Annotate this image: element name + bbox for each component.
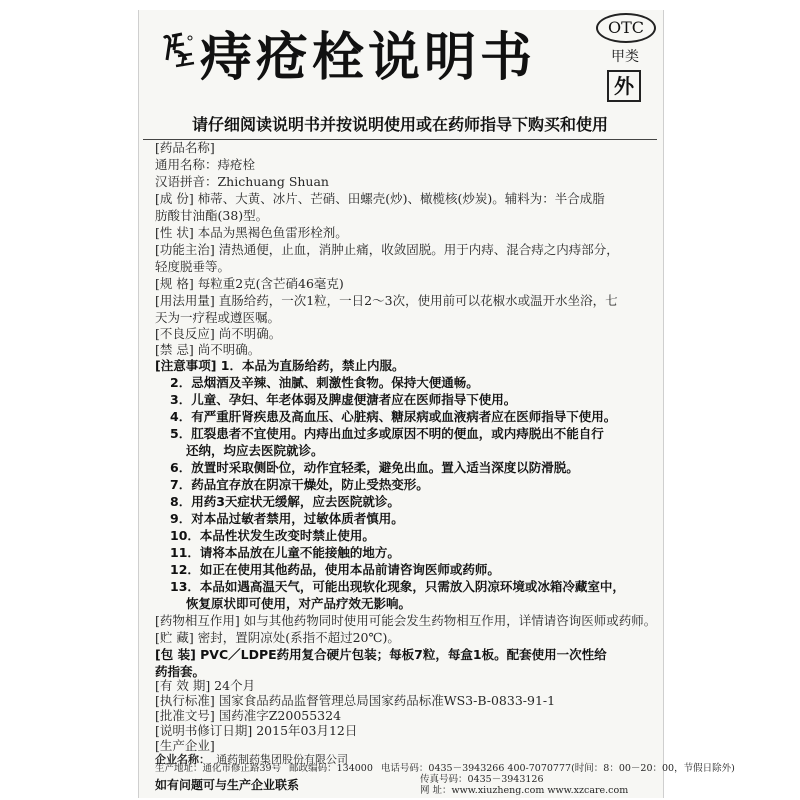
company-address-label: 生产地址：: [155, 763, 203, 774]
precaution-item: 3．儿童、孕妇、年老体弱及脾虚便溏者应在医师指导下使用。: [170, 392, 517, 407]
company-name: 通药制药集团股份有限公司: [216, 753, 348, 766]
precaution-item: 11．请将本品放在儿童不能接触的地方。: [170, 545, 400, 560]
postcode-label: 邮政编码：: [289, 763, 337, 774]
adverse-reactions: [不良反应] 尚不明确。: [155, 326, 282, 341]
precaution-item: 13．本品如遇高温天气，可能出现软化现象，只需放入阴凉环境或冰箱冷藏室中，: [170, 579, 625, 594]
properties: [性 状] 本品为黑褐色鱼雷形栓剂。: [155, 225, 348, 240]
website-label: 网 址：: [420, 785, 452, 796]
precaution-item: 5．肛裂患者不宜使用。内痔出血过多或原因不明的便血，或内痔脱出不能自行: [170, 426, 604, 441]
pinyin-name: 汉语拼音：Zhichuang Shuan: [155, 174, 329, 189]
category-label: 甲类: [611, 49, 639, 65]
precaution-item: 4．有严重肝肾疾患及高血压、心脏病、糖尿病或血液病者应在医师指导下使用。: [170, 409, 617, 424]
phone-number: 0435－3943266 400-7070777(时间：8：00－20：00，节假日除外): [428, 763, 735, 774]
brand-logo: [158, 30, 200, 70]
usage-line-2: 天为一疗程或遵医嘱。: [155, 310, 281, 325]
drug-interactions: [药物相互作用] 如与其他药物同时使用可能会发生药物相互作用，详情请咨询医师或药师。: [155, 613, 657, 628]
postcode: 134000: [336, 763, 373, 774]
contraindications: [禁 忌] 尚不明确。: [155, 342, 261, 357]
precaution-item: 2．忌烟酒及辛辣、油腻、刺激性食物。保持大便通畅。: [170, 375, 479, 390]
specification: [规 格] 每粒重2克(含芒硝46毫克): [155, 276, 344, 291]
company-address-row: [155, 763, 743, 774]
usage-line-1: [用法用量] 直肠给药，一次1粒，一日2～3次，使用前可以花椒水或温开水坐浴，七: [155, 293, 618, 308]
phone-label: 电话号码：: [380, 763, 429, 774]
ingredients-line-2: 肪酸甘油酯(38)型。: [155, 208, 269, 223]
precaution-item-continued: 恢复原状即可使用，对产品疗效无影响。: [186, 596, 412, 611]
storage: [贮 藏] 密封，置阴凉处(系指不超过20℃)。: [155, 630, 400, 645]
company-fax-web-row: [420, 774, 544, 785]
function-line-1: [功能主治] 清热通便，止血，消肿止痛，收敛固脱。用于内痔、混合痔之内痔部分，: [155, 242, 619, 257]
precaution-item: 1．本品为直肠给药，禁止内服。: [220, 358, 405, 373]
revision-date: [说明书修订日期] 2015年03月12日: [155, 723, 358, 738]
external-use-badge: 外: [607, 70, 641, 102]
precaution-item: 9．对本品过敏者禁用，过敏体质者慎用。: [170, 511, 404, 526]
fax-label: 传真号码：: [420, 774, 468, 785]
precautions-line-1: [155, 358, 405, 374]
divider: [143, 139, 657, 140]
precautions-label: [注意事项]: [155, 358, 217, 373]
precaution-item-continued: 还纳，均应去医院就诊。: [186, 443, 324, 458]
precaution-item: 12．如正在使用其他药品，使用本品前请咨询医师或药师。: [170, 562, 500, 577]
package-line-1: [包 装] PVC／LDPE药用复合硬片包装；每板7粒，每盒1板。配套使用一次性给: [155, 647, 607, 662]
company-web-row: [420, 785, 628, 796]
website[interactable]: www.xiuzheng.com www.xzcare.com: [451, 785, 629, 796]
otc-badge: OTC: [596, 13, 656, 43]
precaution-item: 8．用药3天症状无缓解，应去医院就诊。: [170, 494, 400, 509]
common-name: 通用名称：痔疮栓: [155, 157, 256, 172]
company-name-label: 企业名称：: [155, 753, 210, 766]
precaution-item: 6．放置时采取侧卧位，动作宜轻柔，避免出血。置入适当深度以防滑脱。: [170, 460, 579, 475]
section-drug-name: [药品名称]: [155, 140, 215, 155]
fax-number: 0435－3943126: [467, 774, 544, 785]
company-address: 通化市修正路39号: [202, 763, 282, 774]
document-title: 痔疮栓说明书: [200, 28, 537, 88]
validity: [有 效 期] 24个月: [155, 678, 256, 693]
usage-warning: 请仔细阅读说明书并按说明使用或在药师指导下购买和使用: [191, 115, 608, 134]
package-line-2: 药指套。: [155, 664, 206, 679]
execution-standard: [执行标准] 国家食品药品监督管理总局国家药品标准WS3-B-0833-91-1: [155, 693, 556, 708]
precaution-item: 7．药品宜存放在阴凉干燥处，防止受热变形。: [170, 477, 429, 492]
ingredients-line-1: [成 份] 柿蒂、大黄、冰片、芒硝、田螺壳(炒)、橄榄核(炒炭)。辅料为：半合成脂: [155, 191, 605, 206]
function-line-2: 轻度脱垂等。: [155, 259, 231, 274]
approval-number: [批准文号] 国药准字Z20055324: [155, 708, 342, 723]
contact-notice: 如有问题可与生产企业联系: [155, 778, 300, 792]
manufacturer-header: [生产企业]: [155, 738, 215, 753]
precaution-item: 10．本品性状发生改变时禁止使用。: [170, 528, 375, 543]
